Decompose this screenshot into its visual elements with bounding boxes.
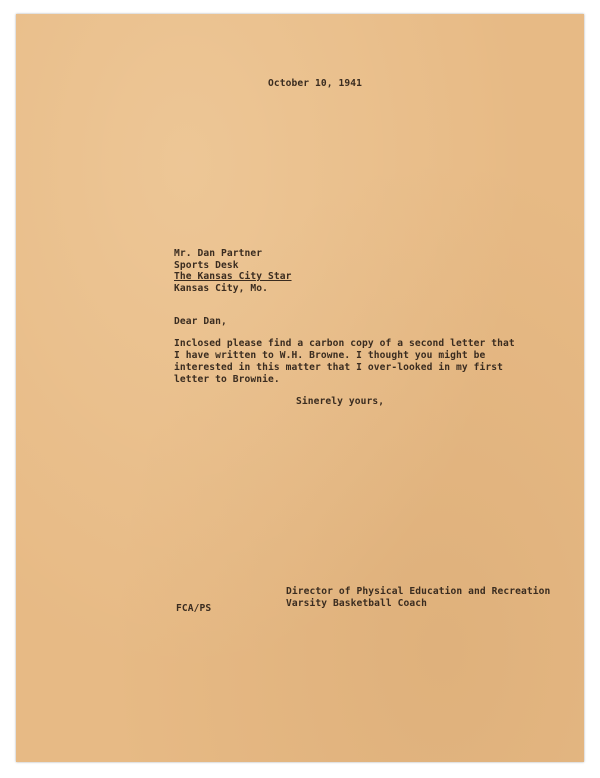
recipient-address <box>174 248 292 294</box>
salutation: Dear Dan, <box>174 316 227 327</box>
address-line-desk: Sports Desk <box>174 259 239 271</box>
address-line-city: Kansas City, Mo. <box>174 282 269 294</box>
letter-date: October 10, 1941 <box>268 78 363 89</box>
signature-title: Varsity Basketball Coach <box>286 597 428 609</box>
reference-initials: FCA/PS <box>176 603 212 614</box>
address-line-newspaper: The Kansas City Star <box>174 271 292 282</box>
body-line: I have written to W.H. Browne. I thought you might be <box>174 350 486 361</box>
complimentary-closing: Sinerely yours, <box>296 396 385 407</box>
body-line: Inclosed please find a carbon copy of a second letter that <box>174 338 515 349</box>
letter-page <box>16 14 584 762</box>
body-line: interested in this matter that I over-looked in my first <box>174 362 504 373</box>
address-line-name: Mr. Dan Partner <box>174 248 263 259</box>
signature-title: Director of Physical Education and Recreation <box>286 586 551 597</box>
signature-block <box>286 586 550 609</box>
body-line: letter to Brownie. <box>174 374 280 385</box>
letter-body <box>174 338 515 386</box>
